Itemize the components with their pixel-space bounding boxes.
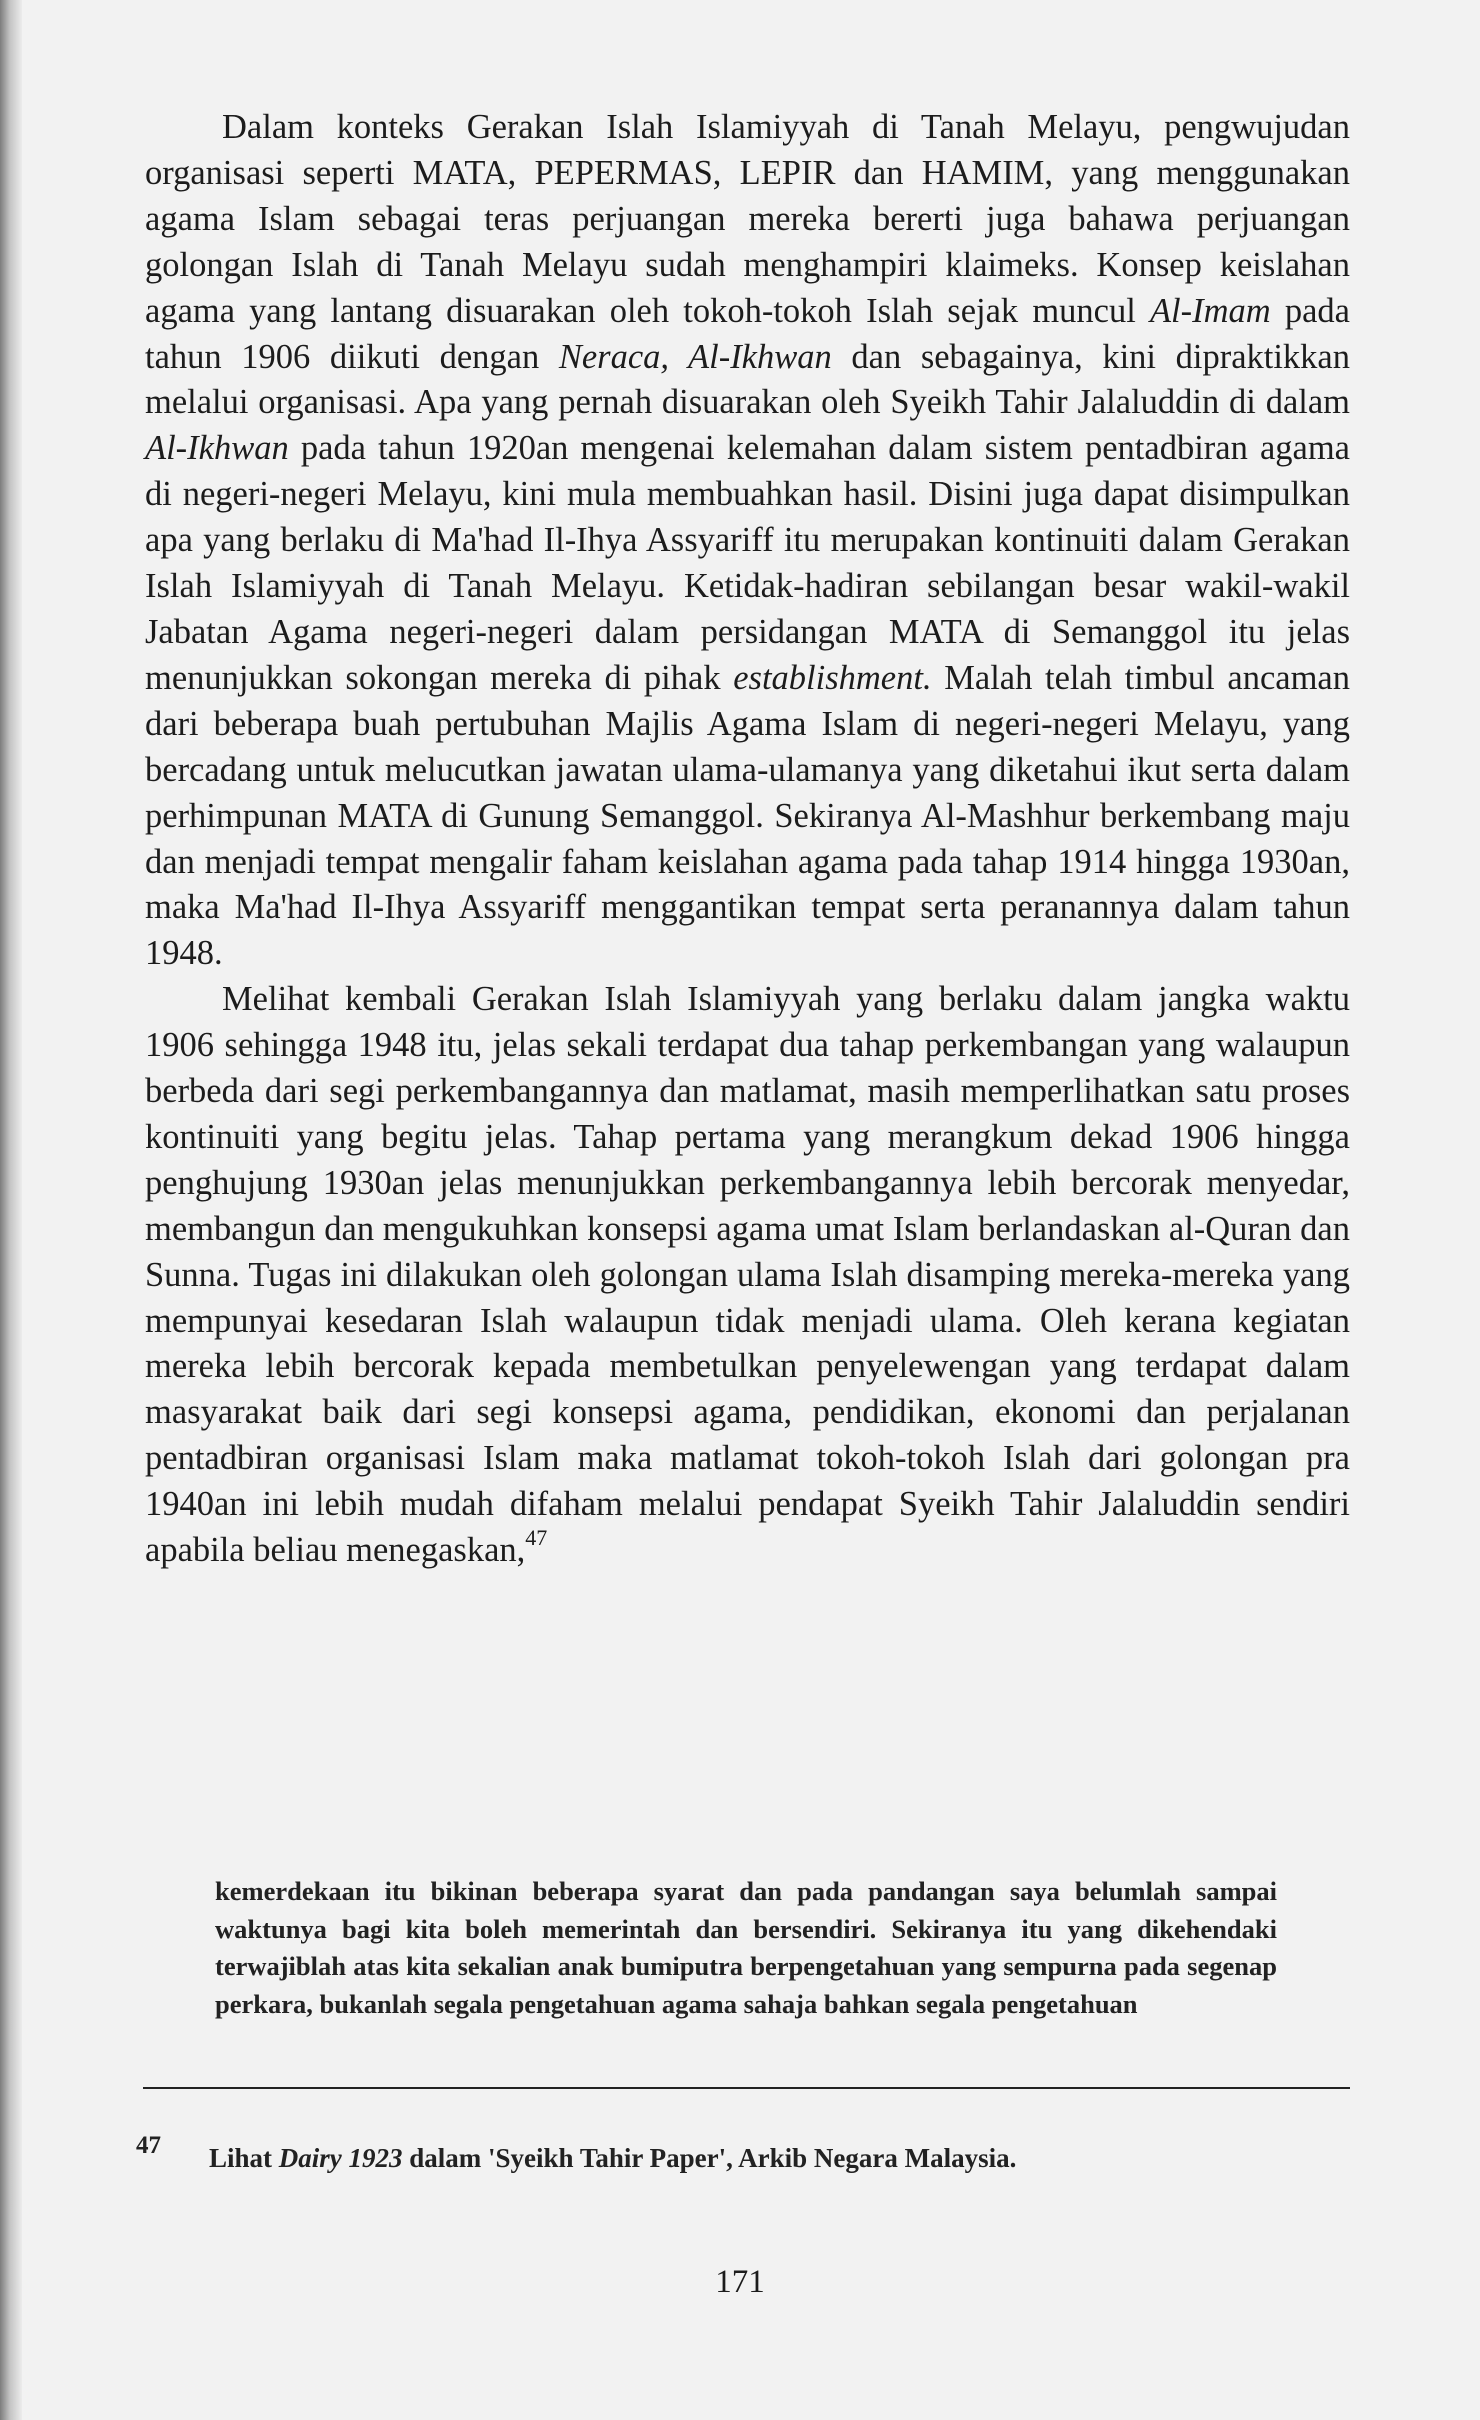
footnote-text-pre: Lihat <box>209 2143 279 2173</box>
footnote-italic: Dairy 1923 <box>278 2143 403 2173</box>
p1-italic-establishment: establishment. <box>733 658 932 697</box>
p1-text-4: pada tahun 1920an mengenai kelemahan dalam sistem pentadbiran agama di negeri-negeri Melayu, kini mula membuahkan hasil. Disini juga dapat disimpulkan apa yang berlaku di Ma'had Il-Ihya Assyariff itu merupakan kontinuiti dalam Gerakan Islah Islamiyyah di Tanah Melayu. Ketidak-hadiran sebilangan besar wakil-wakil Jabatan Agama negeri-negeri dalam persidangan MATA di Semanggol itu jelas menunjukkan sokongan mereka di pihak <box>145 429 1350 697</box>
p1-italic-al-imam: Al-Imam <box>1149 291 1271 330</box>
p1-text-2: pada tahun 1906 diikuti dengan <box>145 291 1350 376</box>
footnote-text-post: dalam 'Syeikh Tahir Paper', Arkib Negara Malaysia. <box>402 2143 1017 2173</box>
block-quote: kemerdekaan itu bikinan beberapa syarat dan pada pandangan saya belumlah sampai waktunya bagi kita boleh memerintah dan bersendiri. Sekiranya itu yang dikehendaki terwajiblah atas kita sekalian anak bumiputra berpengetahuan yang sempurna pada segenap perkara, bukanlah segala pengetahuan agama sahaja bahkan segala pengetahuan <box>215 1876 1277 2019</box>
paragraph-2 <box>145 977 1350 1574</box>
p1-text-1: Dalam konteks Gerakan Islah Islamiyyah di Tanah Melayu, pengwujudan organisasi seperti MATA, PEPERMAS, LEPIR dan HAMIM, yang menggunakan agama Islam sebagai teras perjuangan mereka bererti juga bahawa perjuangan golongan Islah di Tanah Melayu sudah menghampiri klaimeks. Konsep keislahan agama yang lantang disuarakan oleh tokoh-tokoh Islah sejak muncul <box>145 108 1350 330</box>
p1-text-3: dan sebagainya, kini dipraktikkan melalui organisasi. Apa yang pernah disuarakan oleh Syeikh Tahir Jalaluddin di dalam <box>145 337 1350 422</box>
p2-text: Melihat kembali Gerakan Islah Islamiyyah yang berlaku dalam jangka waktu 1906 sehingga 1948 itu, jelas sekali terdapat dua tahap perkembangan yang walaupun berbeda dari segi perkembangannya dan matlamat, masih memperlihatkan satu proses kontinuiti yang begitu jelas. Tahap pertama yang merangkum dekad 1906 hingga penghujung 1930an jelas menunjukkan perkembangannya lebih bercorak menyedar, membangun dan mengukuhkan konsepsi agama umat Islam berlandaskan al-Quran dan Sunna. Tugas ini dilakukan oleh golongan ulama Islah disamping mereka-mereka yang mempunyai kesedaran Islah walaupun tidak menjadi ulama. Oleh kerana kegiatan mereka lebih bercorak kepada membetulkan penyelewengan yang terdapat dalam masyarakat baik dari segi konsepsi agama, pendidikan, ekonomi dan perjalanan pentadbiran organisasi Islam maka matlamat tokoh-tokoh Islah dari golongan pra 1940an ini lebih mudah difaham melalui pendapat Syeikh Tahir Jalaluddin sendiri apabila beliau menegaskan, <box>145 980 1350 1570</box>
p1-text-5: Malah telah timbul ancaman dari beberapa buah pertubuhan Majlis Agama Islam di negeri-negeri Melayu, yang bercadang untuk melucutkan jawatan ulama-ulamanya yang diketahui ikut serta dalam perhimpunan MATA di Gunung Semanggol. Sekiranya Al-Mashhur berkembang maju dan menjadi tempat mengalir faham keislahan agama pada tahap 1914 hingga 1930an, maka Ma'had Il-Ihya Assyariff menggantikan tempat serta peranannya dalam tahun 1948. <box>145 658 1350 973</box>
p1-italic-al-ikhwan: Al-Ikhwan <box>145 429 289 468</box>
footnote-divider <box>143 2087 1350 2089</box>
p1-italic-neraca: Neraca, Al-Ikhwan <box>558 337 832 376</box>
footnote-reference[interactable]: 47 <box>525 1525 548 1551</box>
page-binding-shadow <box>0 0 22 2420</box>
footnote-number: 47 <box>136 2132 161 2159</box>
page-number: 171 <box>715 2264 765 2300</box>
main-text <box>145 105 1350 1574</box>
footnote <box>136 2128 1336 2176</box>
paragraph-1 <box>145 105 1350 977</box>
